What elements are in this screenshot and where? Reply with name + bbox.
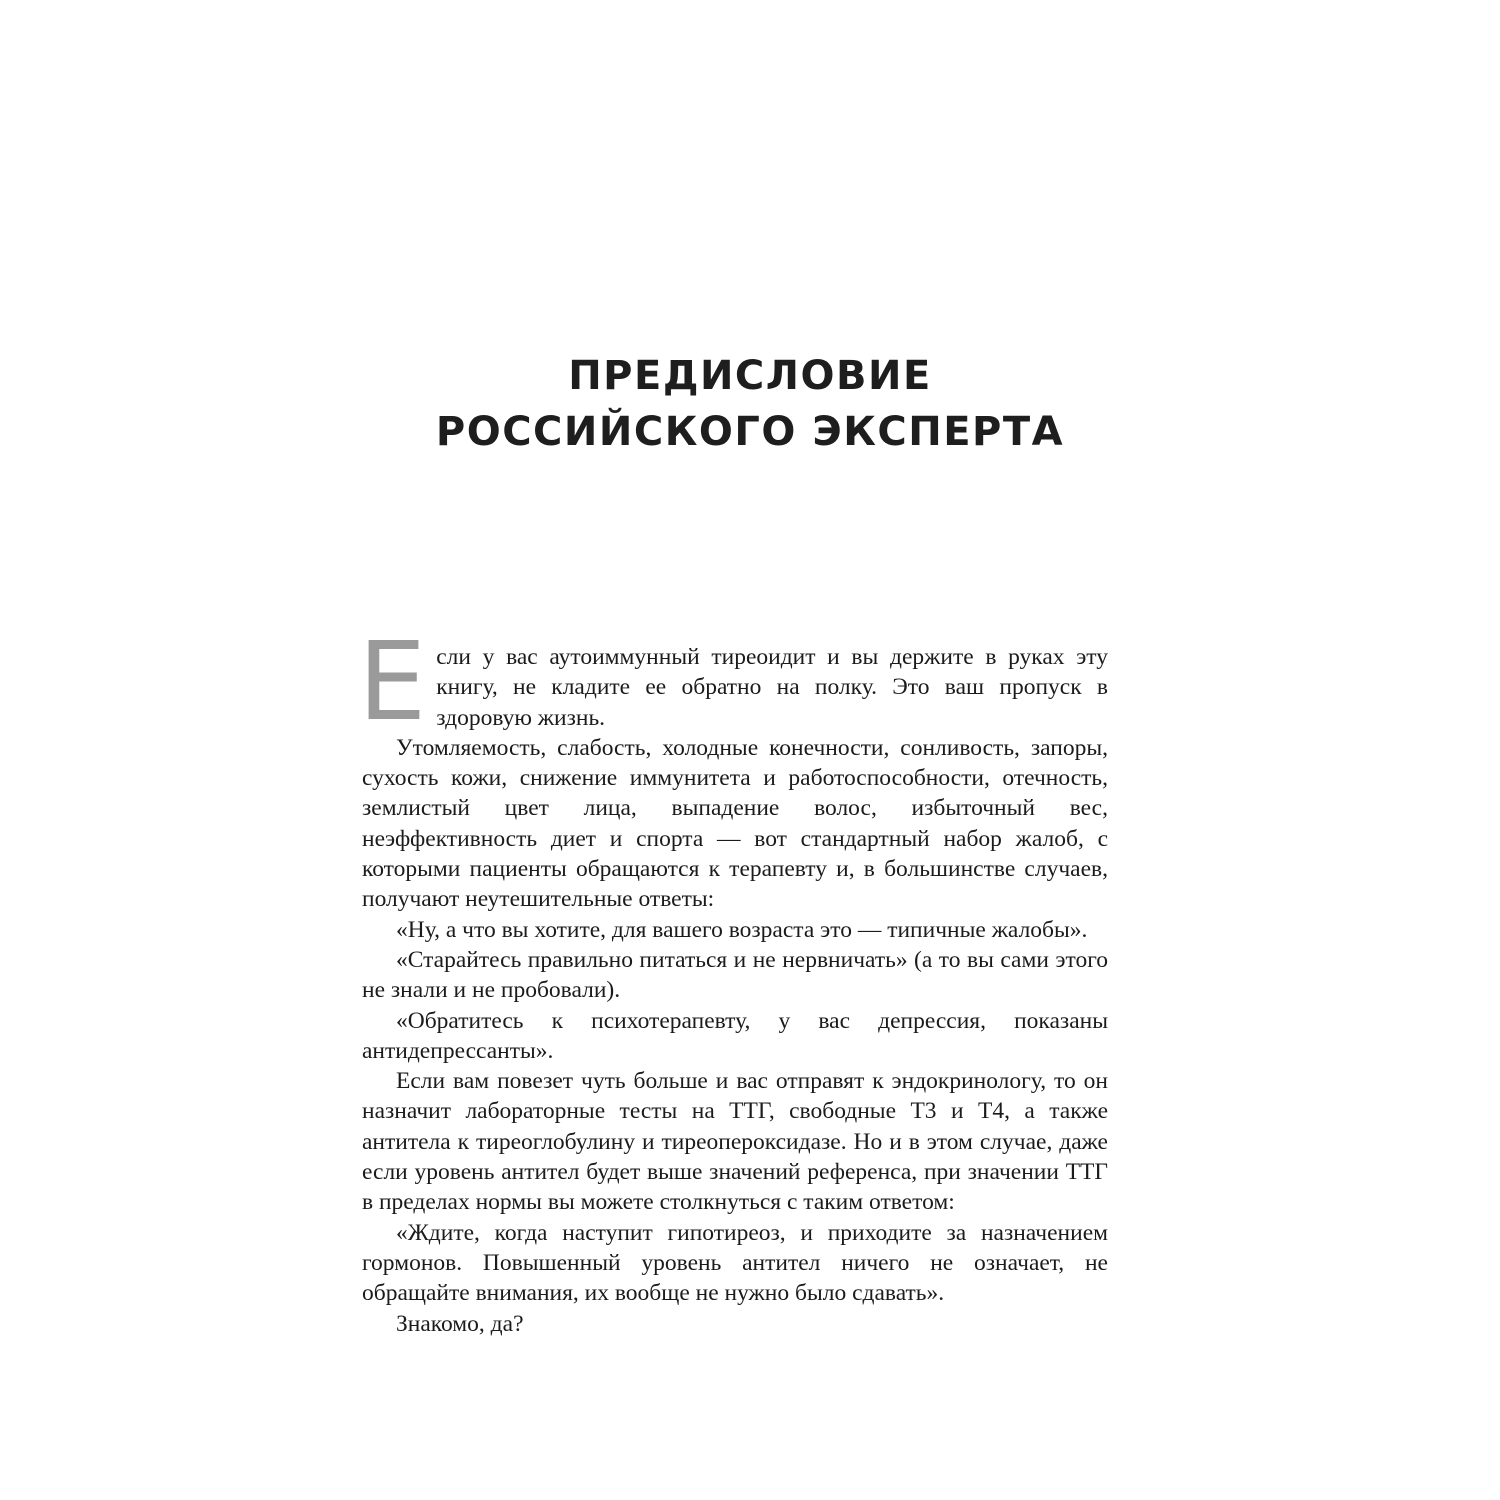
drop-cap-letter: Е bbox=[358, 620, 427, 745]
paragraph-1-text: сли у вас аутоиммунный тиреоидит и вы держите в руках эту книгу, не кладите ее обратно на полку. Это ваш пропуск в здоровую жизнь. bbox=[436, 644, 1108, 731]
paragraph-4: «Старайтесь правильно питаться и не нервничать» (а то вы сами этого не знали и не пробовали). bbox=[362, 946, 1108, 1004]
paragraph-2: Утомляемость, слабость, холодные конечности, сонливость, запоры, сухость кожи, снижение иммунитета и работоспособности, отечность, землистый цвет лица, выпадение волос, избыточный вес, неэффективность диет и спорта — вот стандартный набор жалоб, с которыми пациенты обращаются к терапевту и, в большинстве случаев, получают неутешительные ответы: bbox=[362, 734, 1108, 913]
chapter-title-line-2: РОССИЙСКОГО ЭКСПЕРТА bbox=[435, 409, 1065, 455]
body-text bbox=[358, 620, 1108, 1339]
paragraph-1 bbox=[358, 620, 1108, 745]
paragraph-6: Если вам повезет чуть больше и вас отправят к эндокринологу, то он назначит лабораторные тесты на ТТГ, свободные Т3 и Т4, а также антитела к тиреоглобулину и тиреопероксидазе. Но и в этом случае, даже если уровень антител будет выше значений референса, при значении ТТГ в пределах нормы вы можете столкнуться с таким ответом: bbox=[362, 1068, 1108, 1216]
chapter-title-line-1: ПРЕДИСЛОВИЕ bbox=[568, 353, 932, 399]
paragraph-3: «Ну, а что вы хотите, для вашего возраста это — типичные жалобы». bbox=[396, 916, 1088, 943]
paragraph-5: «Обратитесь к психотерапевту, у вас депрессия, показаны антидепрессанты». bbox=[362, 1007, 1108, 1064]
paragraph-7: «Ждите, когда наступит гипотиреоз, и приходите за назначением гормонов. Повышенный уровень антител ничего не означает, не обращайте внимания, их вообще не нужно было сдавать». bbox=[362, 1219, 1108, 1307]
paragraph-8: Знакомо, да? bbox=[396, 1310, 524, 1337]
chapter-title bbox=[0, 348, 1500, 460]
